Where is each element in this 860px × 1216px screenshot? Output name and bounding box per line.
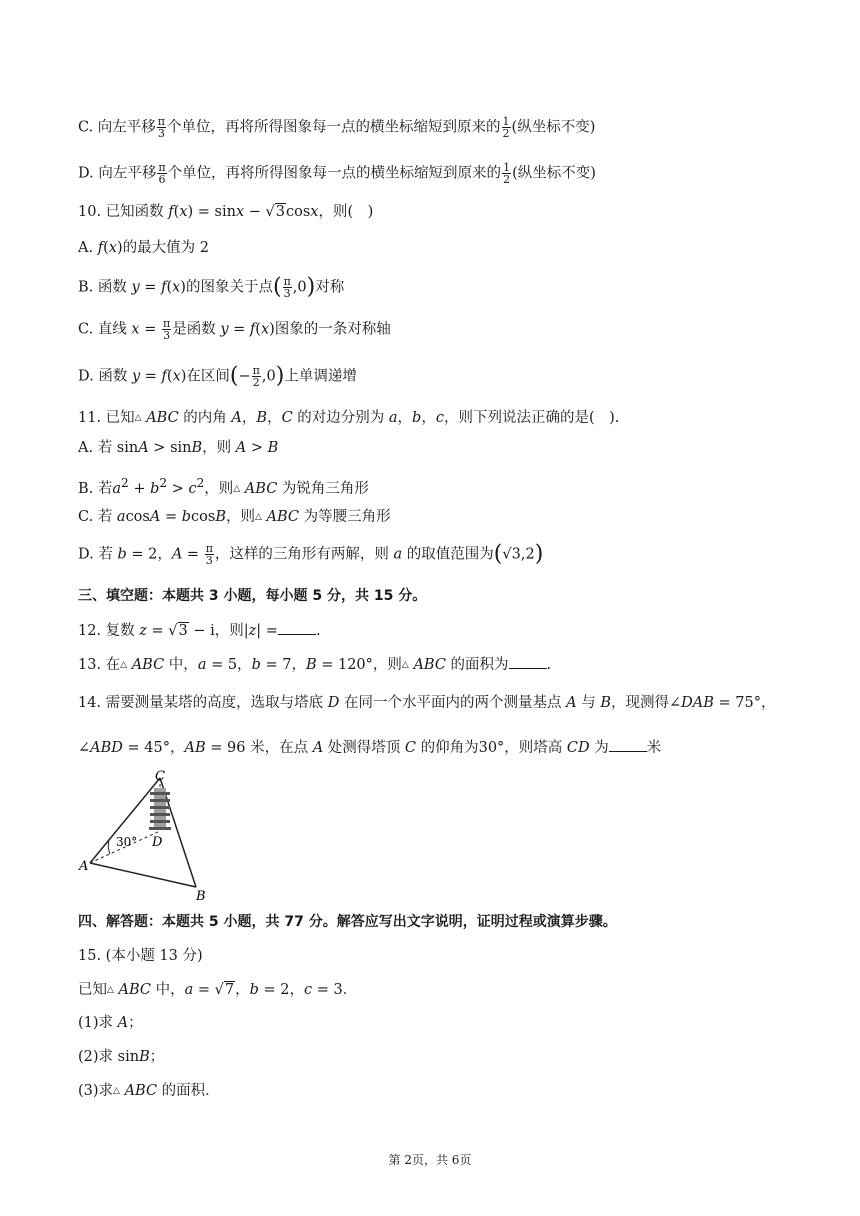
question-15-heading: 15. (本小题 13 分) xyxy=(78,948,203,964)
angle-label: 30° xyxy=(116,835,138,849)
line-AC xyxy=(90,778,160,863)
answer-blank xyxy=(278,620,316,635)
page-footer: 第 2页，共 6页 xyxy=(388,1153,472,1167)
option-9d: D. 向左平移 $\frac{\pi}{6}$ 个单位，再将所得图象每一点的横坐标缩短到原来的 $\frac{1}{2}$ (纵坐标不变) xyxy=(78,161,596,186)
tower-figure xyxy=(74,766,224,906)
label-B: B xyxy=(196,889,206,904)
label-C: C xyxy=(155,769,165,784)
option-9c: C. 向左平移 $\frac{\pi}{3}$ 个单位，再将所得图象每一点的横坐标缩短到原来的 $\frac{1}{2}$ (纵坐标不变) xyxy=(78,115,596,140)
answer-blank xyxy=(509,654,547,669)
question-11-stem: 11. 已知△ ABC 的内角 A，B，C 的对边分别为 a，b，c，则下列说法正确的是( ). xyxy=(78,410,620,426)
question-13: 13. 在△ ABC 中，a = 5，b = 7，B = 120°，则△ ABC 的面积为 . xyxy=(78,654,551,675)
option-11c: C. 若 acosA = bcosB，则△ ABC 为等腰三角形 xyxy=(78,509,391,525)
option-11b: B. 若$a^2 + b^2 > c^2$，则△ ABC 为锐角三角形 xyxy=(78,476,369,497)
option-10b: B. 函数 y = f(x)的图象关于点( $\frac{\pi}{3}$ ,0)对称 xyxy=(78,274,345,300)
question-15-stem: 已知△ ABC 中，a = √7，b = 2，c = 3． xyxy=(78,982,358,998)
question-15-part-2: (2)求 sinB； xyxy=(78,1049,165,1065)
option-10a: A. f(x)的最大值为 2 xyxy=(78,240,209,256)
line-AB xyxy=(90,863,196,887)
option-10c: C. 直线 x = $\frac{\pi}{3}$ 是函数 y = f(x)图象的一条对称轴 xyxy=(78,317,391,342)
question-10-stem: 10. 已知函数 f(x) = sinx − √3cosx，则( ) xyxy=(78,204,374,220)
answer-blank xyxy=(609,737,647,752)
question-15-part-3: (3)求△ ABC 的面积． xyxy=(78,1083,220,1099)
pagoda-icon xyxy=(149,788,171,830)
option-11d: D. 若 b = 2，A = $\frac{\pi}{3}$ ，这样的三角形有两解，则 a 的取值范围为(√3,2) xyxy=(78,541,544,567)
question-14-line-1: 14. 需要测量某塔的高度，选取与塔底 D 在同一个水平面内的两个测量基点 A 与 B，现测得∠DAB = 75°， xyxy=(78,695,776,711)
question-12: 12. 复数 z = √3 − i，则|z| = . xyxy=(78,620,321,641)
option-11a: A. 若 sinA > sinB，则 A > B xyxy=(78,440,279,456)
question-15-part-1: (1)求 A； xyxy=(78,1015,143,1031)
option-10d: D. 函数 y = f(x)在区间(− $\frac{\pi}{2}$ ,0)上单调递增 xyxy=(78,363,357,389)
question-14-line-2: ∠ABD = 45°，AB = 96 米，在点 A 处测得塔顶 C 的仰角为30°，则塔高 CD 为 米 xyxy=(78,737,661,758)
label-A: A xyxy=(79,859,89,874)
section-3-heading: 三、填空题：本题共 3 小题，每小题 5 分，共 15 分。 xyxy=(78,588,427,604)
label-D: D xyxy=(152,835,163,850)
section-4-heading: 四、解答题：本题共 5 小题，共 77 分。解答应写出文字说明，证明过程或演算步骤。 xyxy=(78,914,617,930)
